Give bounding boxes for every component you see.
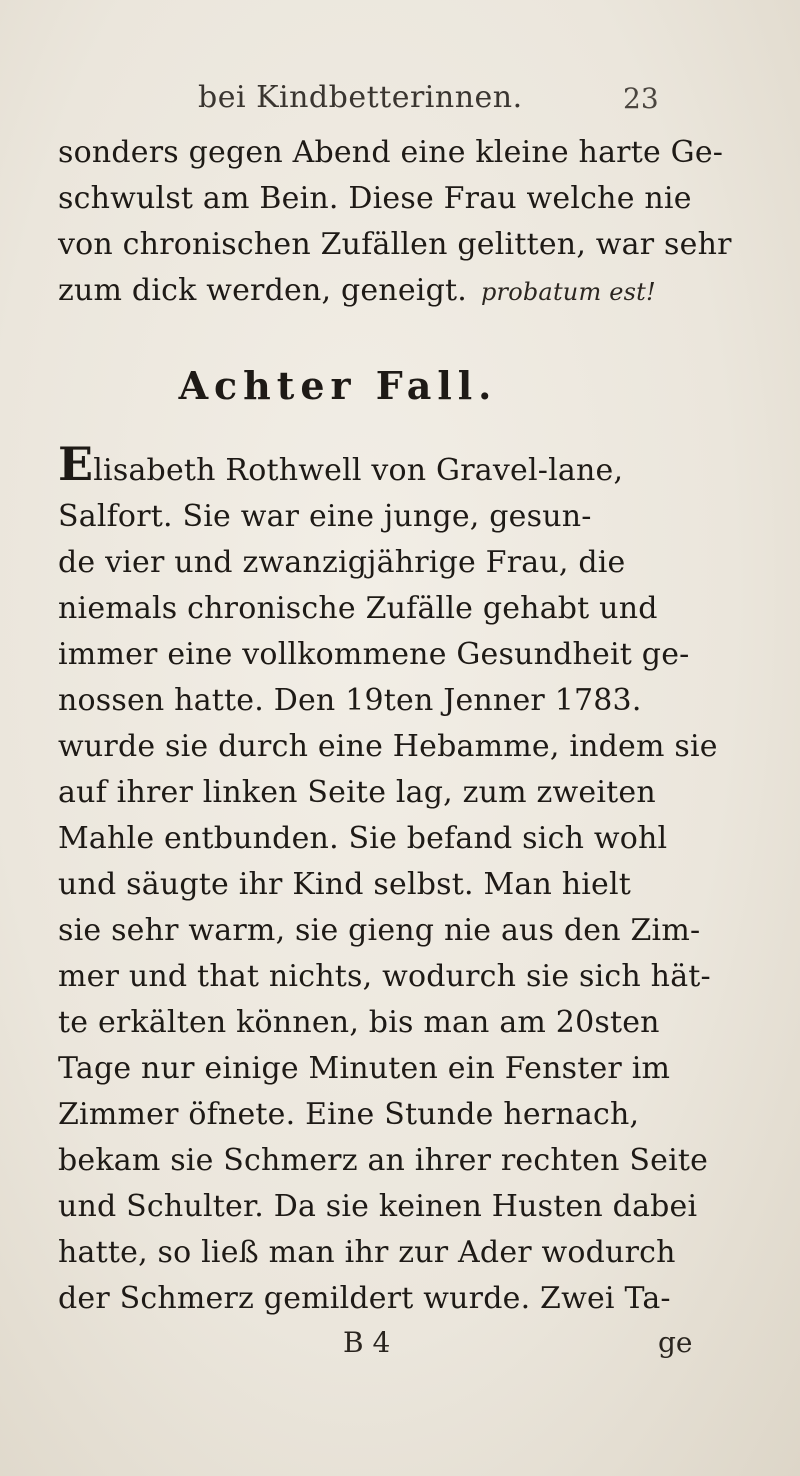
page-content (58, 80, 758, 1372)
text-line: der Schmerz gemildert wurde. Zwei Ta- (58, 1281, 671, 1316)
text-line: nossen hatte. Den 19ten Jenner 1783. (58, 683, 642, 718)
running-head: bei Kindbetterinnen. (198, 80, 523, 115)
text-line: immer eine vollkommene Gesundheit ge- (58, 637, 690, 672)
text-line: te erkälten können, bis man am 20sten (58, 1005, 660, 1040)
text-line: de vier und zwanzigjährige Frau, die (58, 545, 626, 580)
text-line: schwulst am Bein. Diese Frau welche nie (58, 181, 692, 216)
paragraph-continued (58, 130, 758, 315)
text-line: Zimmer öfnete. Eine Stunde hernach, (58, 1097, 640, 1132)
paragraph-case-eight (58, 437, 758, 1322)
signature-mark: B 4 (343, 1326, 391, 1359)
page-number: 23 (623, 82, 659, 115)
text-line: und säugte ihr Kind selbst. Man hielt (58, 867, 632, 902)
text-line: hatte, so ließ man ihr zur Ader wodurch (58, 1235, 676, 1270)
text-line: bekam sie Schmerz an ihrer rechten Seite (58, 1143, 709, 1178)
text-line: und Schulter. Da sie keinen Husten dabei (58, 1189, 698, 1224)
text-line: Tage nur einige Minuten ein Fenster im (58, 1051, 671, 1086)
text-line-content: zum dick werden, geneigt. (58, 273, 467, 308)
text-line: wurde sie durch eine Hebamme, indem sie (58, 729, 718, 764)
text-line: Salfort. Sie war eine junge, gesun- (58, 499, 592, 534)
handwritten-annotation: probatum est! (480, 278, 656, 306)
text-line-first (58, 437, 758, 494)
catchword: ge (658, 1326, 693, 1359)
text-line: sonders gegen Abend eine kleine harte Ge- (58, 135, 724, 170)
drop-cap: E (58, 437, 94, 491)
text-line: auf ihrer linken Seite lag, zum zweiten (58, 775, 656, 810)
section-title: Achter Fall. (178, 363, 498, 408)
page-header (58, 80, 758, 130)
text-line: mer und that nichts, wodurch sie sich hät- (58, 959, 711, 994)
text-line: von chronischen Zufällen gelitten, war sehr (58, 227, 732, 262)
text-line-content: lisabeth Rothwell von Gravel-lane, (93, 453, 624, 488)
text-line: Mahle entbunden. Sie befand sich wohl (58, 821, 668, 856)
text-line-with-annotation (58, 268, 758, 315)
text-line: sie sehr warm, sie gieng nie aus den Zim- (58, 913, 701, 948)
text-line: niemals chronische Zufälle gehabt und (58, 591, 658, 626)
page-footer (58, 1326, 758, 1372)
